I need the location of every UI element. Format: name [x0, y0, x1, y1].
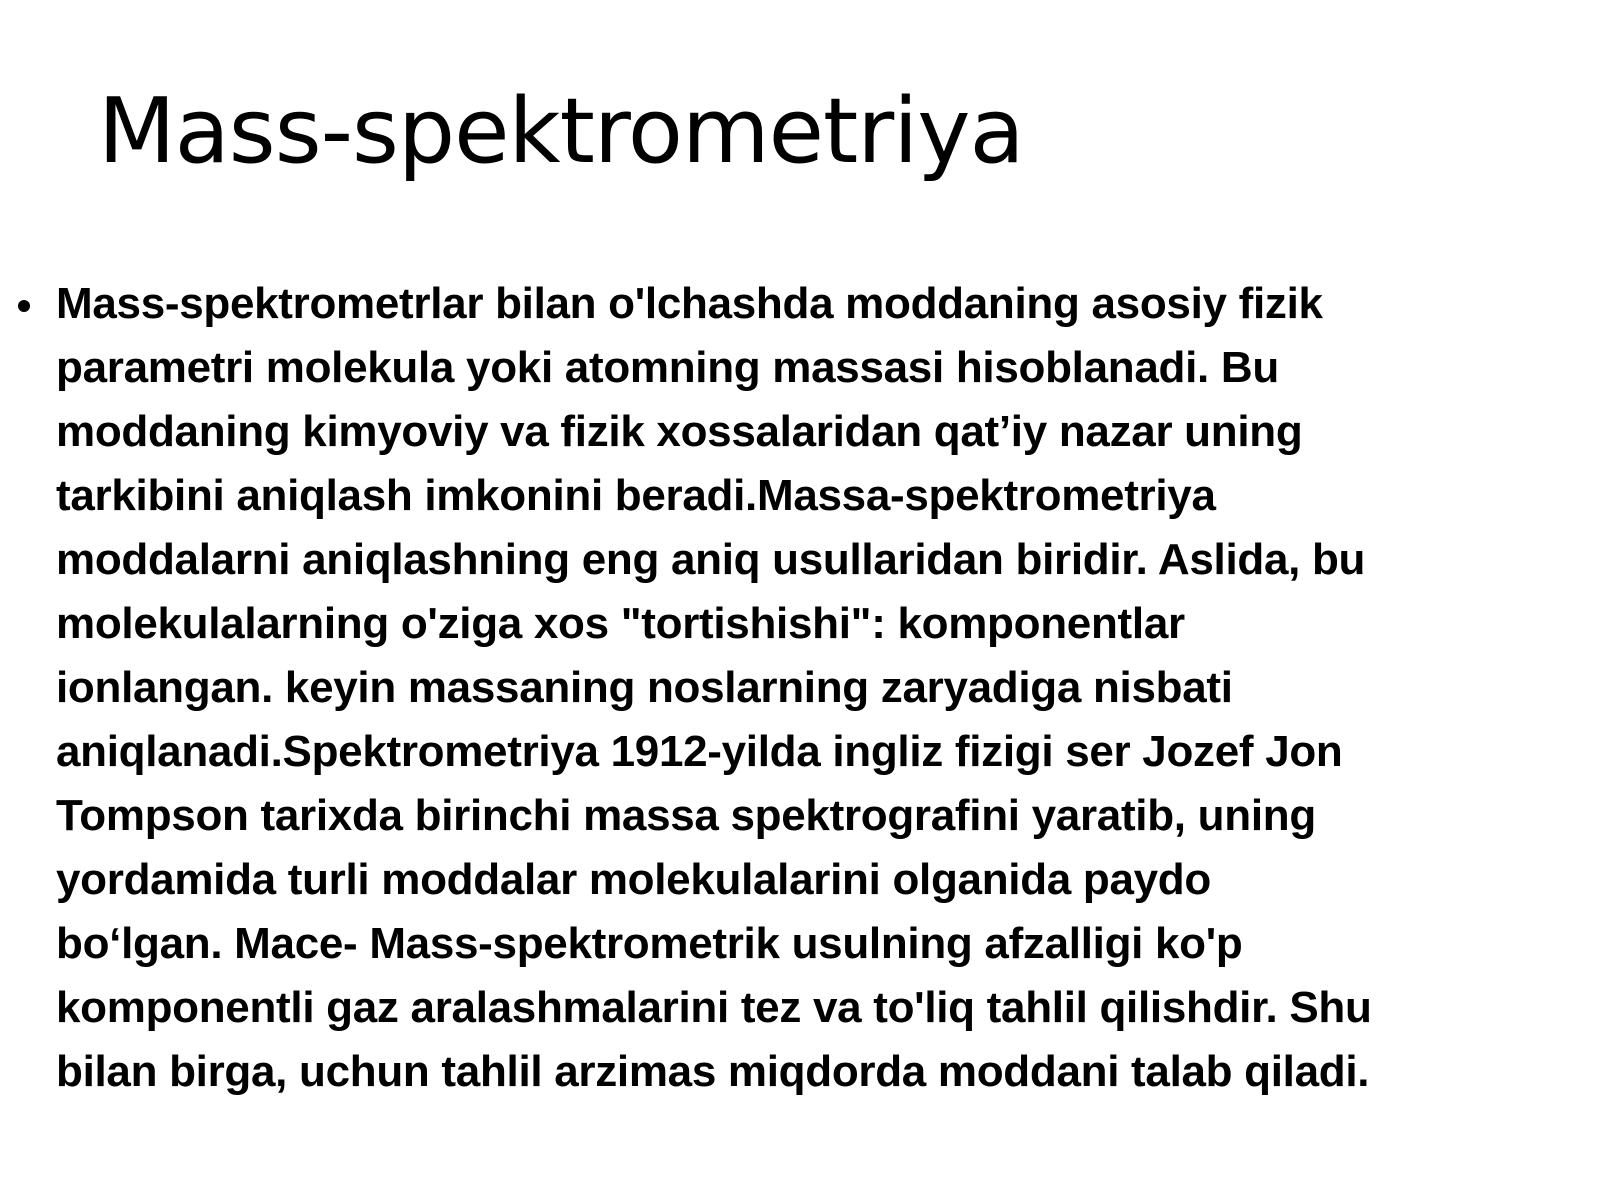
bullet-line: aniqlanadi.Spektrometriya 1912-yilda ingliz fizigi ser Jozef Jon [56, 727, 1343, 776]
bullet-line: parametri molekula yoki atomning massasi hisoblanadi. Bu [56, 343, 1279, 392]
bullet-list [0, 272, 1600, 1104]
bullet-line: yordamida turli moddalar molekulalarini olganida paydo [56, 855, 1211, 904]
bullet-dot-icon [18, 300, 30, 312]
bullet-line: Tompson tarixda birinchi massa spektrografini yaratib, uning [56, 791, 1316, 840]
bullet-line: ionlangan. keyin massaning noslarning zaryadiga nisbati [56, 663, 1233, 712]
slide-title: Mass-spektrometriya [98, 79, 1024, 184]
bullet-line: moddalarni aniqlashning eng aniq usullaridan biridir. Aslida, bu [56, 535, 1366, 584]
bullet-line: bo‘lgan. Mace- Mass-spektrometrik usulning afzalligi ko'p [56, 919, 1243, 968]
bullet-line: moddaning kimyoviy va fizik xossalaridan qat’iy nazar uning [56, 407, 1303, 456]
bullet-line: tarkibini aniqlash imkonini beradi.Massa-spektrometriya [56, 471, 1216, 520]
bullet-line: komponentli gaz aralashmalarini tez va to'liq tahlil qilishdir. Shu [56, 983, 1372, 1032]
bullet-item [0, 272, 1500, 1104]
bullet-text [56, 272, 1500, 1104]
bullet-line: molekulalarning o'ziga xos "tortishishi": komponentlar [56, 599, 1185, 648]
bullet-line: Mass-spektrometrlar bilan o'lchashda moddaning asosiy fizik [56, 279, 1323, 328]
bullet-line: bilan birga, uchun tahlil arzimas miqdorda moddani talab qiladi. [56, 1047, 1370, 1096]
